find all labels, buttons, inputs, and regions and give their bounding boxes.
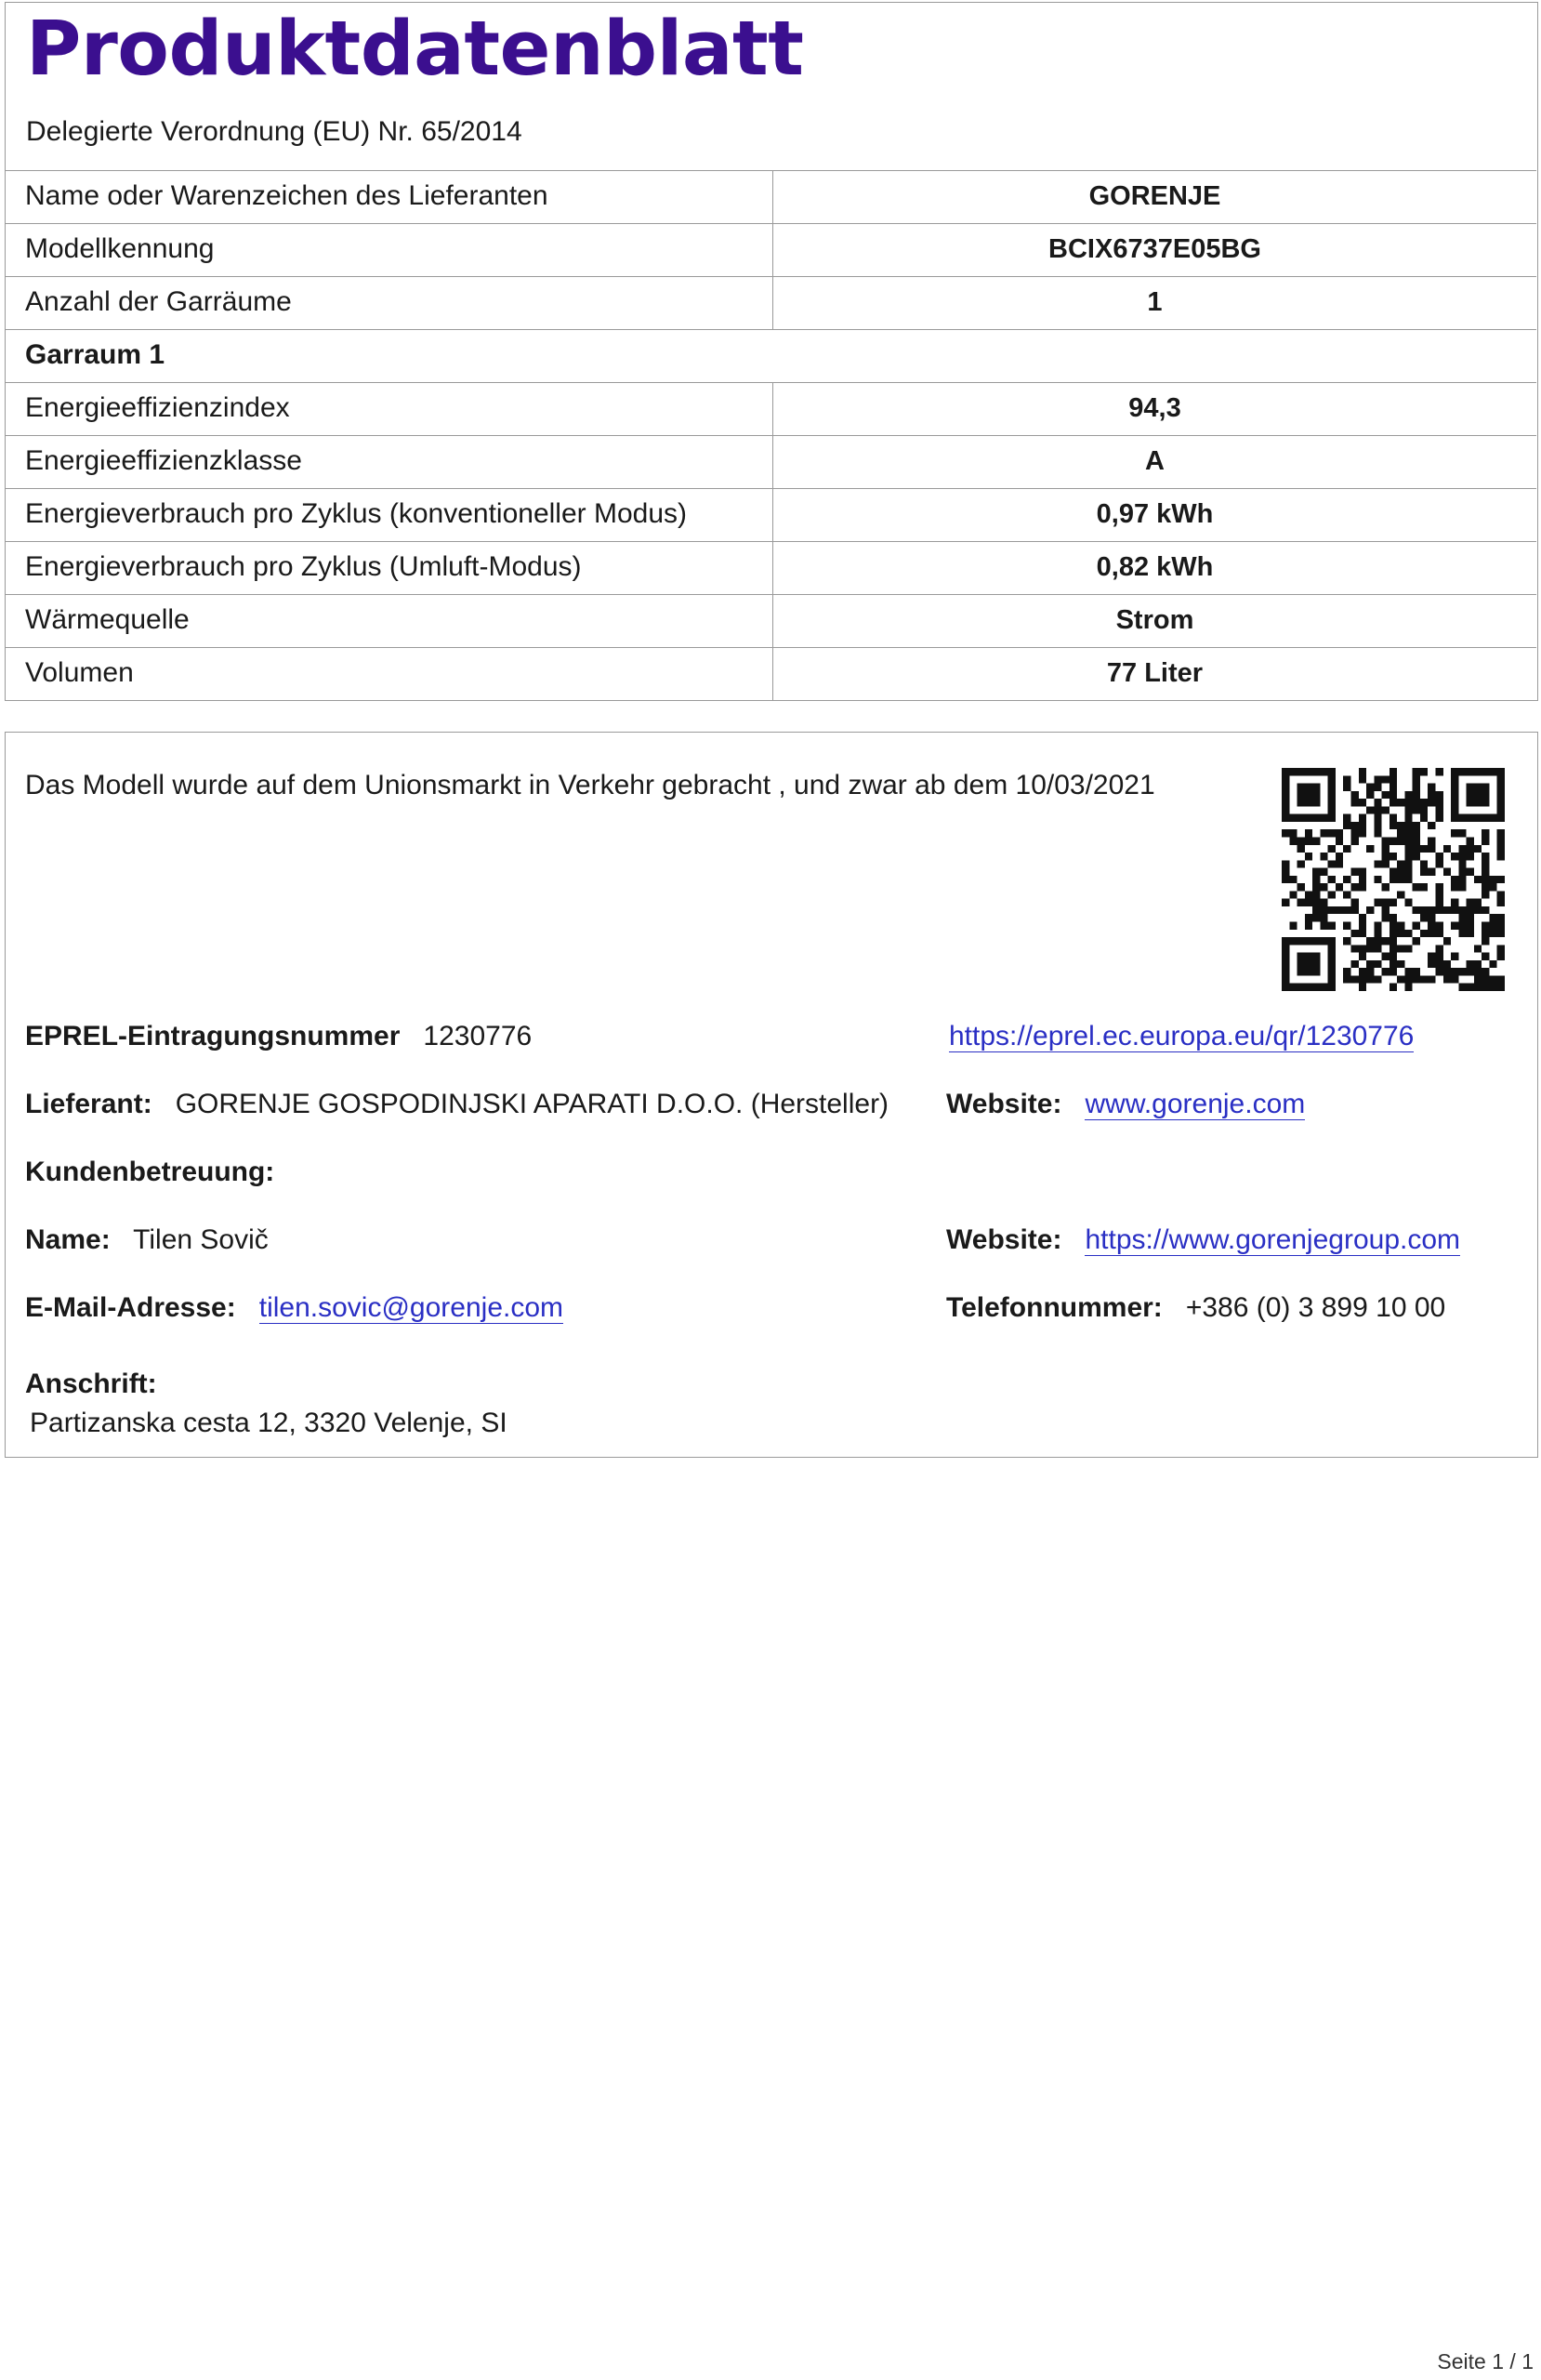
section-label: Garraum 1 bbox=[25, 339, 165, 370]
supplier-label: Lieferant: bbox=[25, 1089, 152, 1119]
row-label: Energieeffizienzindex bbox=[25, 392, 290, 423]
row-label: Wärmequelle bbox=[25, 604, 190, 635]
website2-label: Website: bbox=[946, 1224, 1062, 1255]
row-label: Energieeffizienzklasse bbox=[25, 445, 302, 476]
supplier-info-panel bbox=[5, 732, 1538, 1458]
row-value: Strom bbox=[772, 595, 1536, 647]
table-row bbox=[6, 382, 1536, 435]
table-row bbox=[6, 541, 1536, 594]
table-row bbox=[6, 488, 1536, 541]
supplier-value: GORENJE GOSPODINJSKI APARATI D.O.O. (Hersteller) bbox=[175, 1089, 889, 1119]
row-value: 1 bbox=[772, 277, 1536, 329]
row-label: Modellkennung bbox=[25, 233, 215, 264]
website-label: Website: bbox=[946, 1089, 1062, 1119]
table-row bbox=[6, 594, 1536, 647]
row-label: Volumen bbox=[25, 657, 134, 688]
table-section-header bbox=[6, 329, 1536, 382]
group-website-link[interactable]: https://www.gorenjegroup.com bbox=[1085, 1224, 1461, 1255]
table-row bbox=[6, 647, 1536, 700]
row-label: Anzahl der Garräume bbox=[25, 286, 292, 317]
row-value: 0,97 kWh bbox=[772, 489, 1536, 541]
row-label: Name oder Warenzeichen des Lieferanten bbox=[25, 180, 548, 211]
customer-support-heading: Kundenbetreuung: bbox=[25, 1157, 275, 1187]
phone-value: +386 (0) 3 899 10 00 bbox=[1185, 1292, 1446, 1323]
address-value: Partizanska cesta 12, 3320 Velenje, SI bbox=[30, 1408, 507, 1438]
page-number: Seite 1 / 1 bbox=[1437, 2349, 1534, 2373]
table-row bbox=[6, 435, 1536, 488]
address-label: Anschrift: bbox=[25, 1368, 157, 1399]
row-label: Energieverbrauch pro Zyklus (konventioneller Modus) bbox=[25, 498, 688, 529]
row-value: GORENJE bbox=[772, 171, 1536, 223]
product-data-sheet bbox=[5, 2, 1538, 701]
eprel-link[interactable]: https://eprel.ec.europa.eu/qr/1230776 bbox=[949, 1021, 1415, 1051]
name-value: Tilen Sovič bbox=[133, 1224, 269, 1255]
regulation-subtitle: Delegierte Verordnung (EU) Nr. 65/2014 bbox=[26, 116, 522, 147]
row-value: 77 Liter bbox=[772, 648, 1536, 700]
row-value: A bbox=[772, 436, 1536, 488]
row-value: 0,82 kWh bbox=[772, 542, 1536, 594]
table-row bbox=[6, 276, 1536, 329]
row-label: Energieverbrauch pro Zyklus (Umluft-Modus) bbox=[25, 551, 582, 582]
email-label: E-Mail-Adresse: bbox=[25, 1292, 236, 1323]
eprel-number: 1230776 bbox=[423, 1021, 533, 1051]
page-title: Produktdatenblatt bbox=[26, 6, 804, 93]
email-link[interactable]: tilen.sovic@gorenje.com bbox=[258, 1292, 564, 1323]
name-label: Name: bbox=[25, 1224, 111, 1255]
qr-code-icon[interactable] bbox=[1282, 768, 1505, 991]
table-row bbox=[6, 223, 1536, 276]
row-value: 94,3 bbox=[772, 383, 1536, 435]
market-date-text: Das Modell wurde auf dem Unionsmarkt in Verkehr gebracht , und zwar ab dem 10/03/2021 bbox=[25, 770, 1155, 800]
phone-label: Telefonnummer: bbox=[946, 1292, 1163, 1323]
row-value: BCIX6737E05BG bbox=[772, 224, 1536, 276]
website-link[interactable]: www.gorenje.com bbox=[1085, 1089, 1306, 1119]
eprel-label: EPREL-Eintragungsnummer bbox=[25, 1021, 401, 1051]
table-row bbox=[6, 170, 1536, 223]
